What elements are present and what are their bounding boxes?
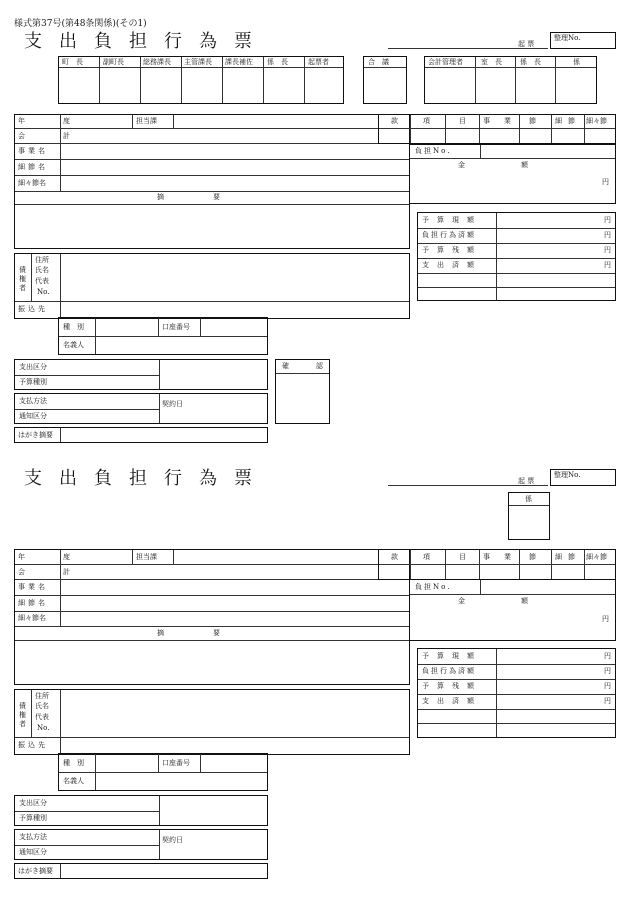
yosan-shubetsu-label: 予算種別 bbox=[19, 378, 47, 386]
budget-col-3: 事業 bbox=[483, 117, 525, 125]
budget-col-0: 款 bbox=[391, 117, 398, 125]
jigyo-label: 事業名 bbox=[18, 583, 48, 591]
saisai-label: 細々節名 bbox=[18, 179, 46, 187]
saimoku-label: 細節名 bbox=[18, 599, 48, 607]
budget-col-5: 細節 bbox=[555, 117, 581, 125]
hagaki-label: はがき摘要 bbox=[18, 431, 53, 439]
budget-row-0: 予算現額 bbox=[422, 652, 482, 660]
page-title: 支出負担行為票 bbox=[24, 31, 269, 52]
meigi-label: 名義人 bbox=[63, 777, 84, 785]
page-title: 支出負担行為票 bbox=[24, 468, 269, 489]
bank-box bbox=[58, 753, 268, 791]
koza-label: 口座番号 bbox=[162, 759, 190, 767]
yen-label: 円 bbox=[604, 246, 611, 254]
seiri-no-box[interactable] bbox=[550, 32, 616, 49]
creditor-box bbox=[14, 253, 410, 319]
shiharai-box bbox=[14, 393, 268, 424]
yosan-shubetsu-label: 予算種別 bbox=[19, 814, 47, 822]
futan-no-label: 負担No. bbox=[415, 583, 452, 591]
kaikei-label: 会 計 bbox=[18, 132, 78, 140]
tekiyo-label: 摘 要 bbox=[157, 193, 220, 201]
tanto-label: 担当課 bbox=[136, 553, 157, 561]
nendo-label: 年 度 bbox=[18, 117, 78, 125]
main-info-box bbox=[14, 549, 410, 685]
kakunin-label: 確 認 bbox=[282, 362, 333, 370]
gougi-label: 合 議 bbox=[368, 58, 389, 66]
yen-label: 円 bbox=[604, 652, 611, 660]
seiri-no-label: 整理No. bbox=[554, 34, 581, 42]
furikomi-label: 振込先 bbox=[18, 741, 48, 749]
address-line-3: No. bbox=[37, 724, 50, 732]
shishutsu-box bbox=[14, 359, 268, 390]
budget-col-5: 細節 bbox=[555, 553, 581, 561]
shiharai-label: 支払方法 bbox=[19, 397, 47, 405]
kakunin-box bbox=[275, 359, 333, 424]
approval-label-5: 係 長 bbox=[267, 58, 288, 66]
approval-label-0: 町 長 bbox=[62, 58, 83, 66]
kakari-label: 係 bbox=[525, 495, 532, 503]
budget-col-4: 節 bbox=[529, 553, 536, 561]
shiharai-label: 支払方法 bbox=[19, 833, 47, 841]
budget-row-2: 予算残額 bbox=[422, 246, 482, 254]
kingaku-label: 金 額 bbox=[458, 161, 528, 169]
yen-label: 円 bbox=[604, 682, 611, 690]
shubetsu-label: 種 別 bbox=[63, 323, 84, 331]
futan-no-label: 負担No. bbox=[415, 147, 452, 155]
seiri-no-box[interactable] bbox=[550, 469, 616, 486]
approval-label-4: 課長補佐 bbox=[225, 58, 253, 66]
budget-col-0: 款 bbox=[391, 553, 398, 561]
hagaki-box bbox=[14, 427, 268, 443]
bank-box bbox=[58, 317, 268, 355]
approval-label-6: 起票者 bbox=[308, 58, 329, 66]
budget-status-table bbox=[417, 648, 616, 738]
tsuchi-label: 通知区分 bbox=[19, 848, 47, 856]
kingaku-label: 金 額 bbox=[458, 597, 528, 605]
tekiyo-label: 摘 要 bbox=[157, 629, 220, 637]
address-line-0: 住所 bbox=[35, 256, 49, 264]
jigyo-label: 事業名 bbox=[18, 147, 48, 155]
account-stamp-box bbox=[424, 56, 597, 104]
main-info-box bbox=[14, 114, 410, 249]
budget-col-2: 目 bbox=[459, 117, 466, 125]
approval-label-3: 主管課長 bbox=[184, 58, 212, 66]
yen-label: 円 bbox=[604, 667, 611, 675]
account-label-1: 室 長 bbox=[481, 58, 502, 66]
meigi-label: 名義人 bbox=[63, 341, 84, 349]
budget-status-table bbox=[417, 212, 616, 301]
address-line-3: No. bbox=[37, 288, 50, 296]
budget-col-6: 細々節 bbox=[586, 553, 607, 561]
shishutsu-kubun-label: 支出区分 bbox=[19, 363, 47, 371]
budget-col-1: 項 bbox=[423, 553, 430, 561]
budget-code-table bbox=[378, 549, 616, 580]
saimoku-label: 細節名 bbox=[18, 163, 48, 171]
account-label-2: 係 長 bbox=[520, 58, 541, 66]
form-code: 様式第37号(第48条関係)(その1) bbox=[14, 19, 147, 29]
amount-box bbox=[409, 579, 616, 641]
koza-label: 口座番号 bbox=[162, 323, 190, 331]
address-line-1: 氏名 bbox=[35, 266, 49, 274]
saikensha-label: 債権者 bbox=[19, 702, 26, 728]
yen-label: 円 bbox=[602, 615, 609, 623]
amount-box bbox=[409, 144, 616, 204]
yen-label: 円 bbox=[604, 697, 611, 705]
budget-col-4: 節 bbox=[529, 117, 536, 125]
shishutsu-kubun-label: 支出区分 bbox=[19, 799, 47, 807]
shishutsu-box bbox=[14, 795, 268, 826]
yen-label: 円 bbox=[604, 261, 611, 269]
budget-col-1: 項 bbox=[423, 117, 430, 125]
kihyo-label: 起 票 bbox=[518, 40, 535, 48]
creditor-box bbox=[14, 689, 410, 755]
shiharai-box bbox=[14, 829, 268, 860]
yen-label: 円 bbox=[602, 178, 609, 186]
approval-label-1: 副町長 bbox=[103, 58, 124, 66]
yen-label: 円 bbox=[604, 216, 611, 224]
hagaki-label: はがき摘要 bbox=[18, 867, 53, 875]
kakari-stamp-box bbox=[508, 492, 550, 540]
keiyaku-label: 契約日 bbox=[162, 400, 183, 408]
budget-row-1: 負担行為済額 bbox=[422, 231, 476, 239]
saisai-label: 細々節名 bbox=[18, 614, 46, 622]
budget-row-3: 支出済額 bbox=[422, 261, 482, 269]
account-label-3: 係 bbox=[573, 58, 580, 66]
yen-label: 円 bbox=[604, 231, 611, 239]
gougi-box bbox=[363, 56, 407, 104]
budget-col-2: 目 bbox=[459, 553, 466, 561]
budget-code-table bbox=[378, 114, 616, 144]
shubetsu-label: 種 別 bbox=[63, 759, 84, 767]
kaikei-label: 会 計 bbox=[18, 568, 78, 576]
keiyaku-label: 契約日 bbox=[162, 836, 183, 844]
budget-row-0: 予算現額 bbox=[422, 216, 482, 224]
address-line-1: 氏名 bbox=[35, 702, 49, 710]
hagaki-box bbox=[14, 863, 268, 879]
saikensha-label: 債権者 bbox=[19, 266, 26, 292]
budget-col-3: 事業 bbox=[483, 553, 525, 561]
nendo-label: 年 度 bbox=[18, 553, 78, 561]
furikomi-label: 振込先 bbox=[18, 305, 48, 313]
approval-stamp-box bbox=[58, 56, 344, 104]
seiri-no-label: 整理No. bbox=[554, 471, 581, 479]
address-line-0: 住所 bbox=[35, 692, 49, 700]
budget-row-2: 予算残額 bbox=[422, 682, 482, 690]
address-line-2: 代表 bbox=[35, 277, 49, 285]
budget-row-3: 支出済額 bbox=[422, 697, 482, 705]
approval-label-2: 総務課長 bbox=[143, 58, 171, 66]
tsuchi-label: 通知区分 bbox=[19, 412, 47, 420]
budget-row-1: 負担行為済額 bbox=[422, 667, 476, 675]
kihyo-label: 起 票 bbox=[518, 477, 535, 485]
tanto-label: 担当課 bbox=[136, 117, 157, 125]
account-label-0: 会計管理者 bbox=[428, 58, 463, 66]
address-line-2: 代表 bbox=[35, 713, 49, 721]
budget-col-6: 細々節 bbox=[586, 117, 607, 125]
